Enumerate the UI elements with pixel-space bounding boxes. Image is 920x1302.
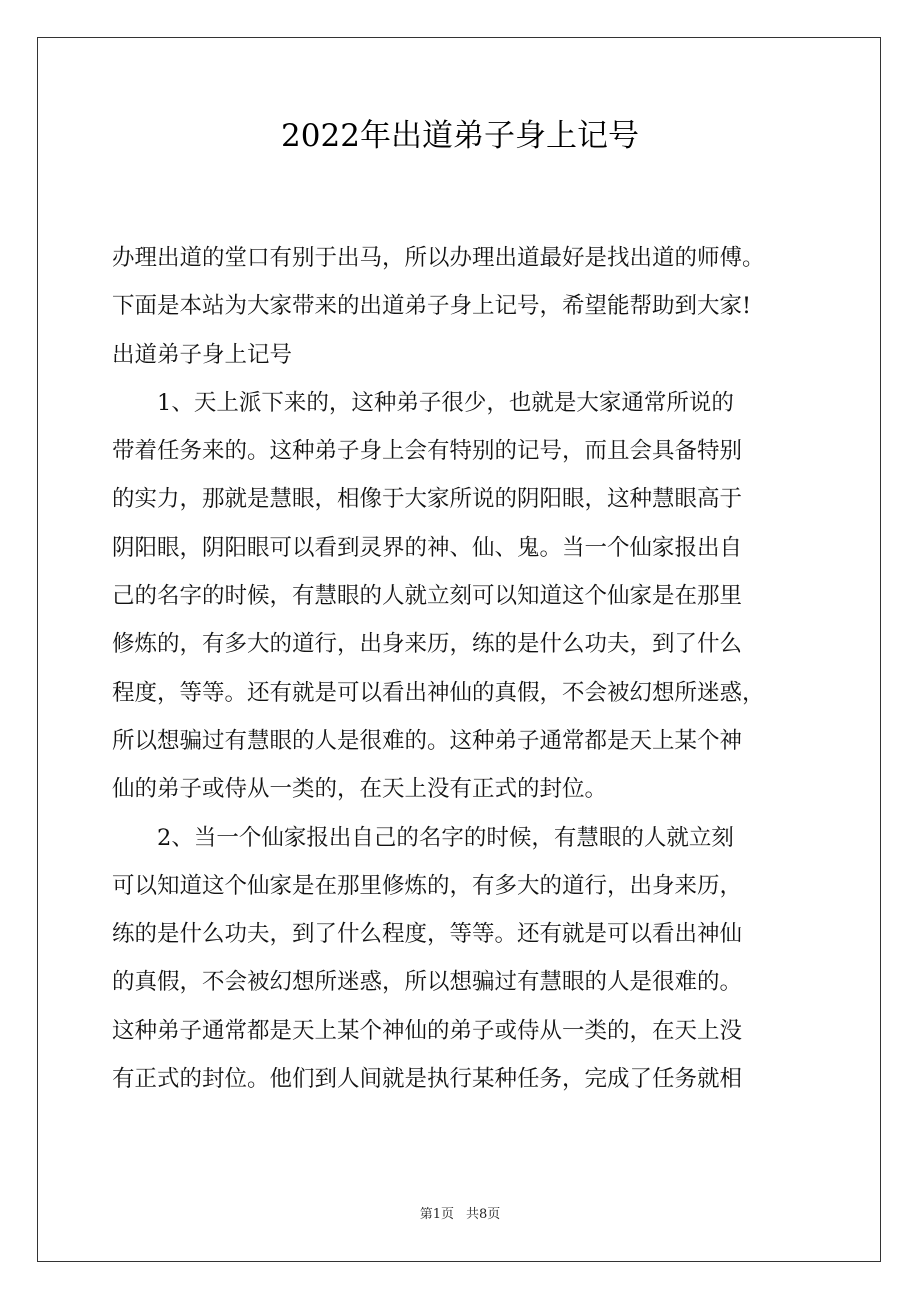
body-line: 所以想骗过有慧眼的人是很难的。这种弟子通常都是天上某个神 (112, 727, 743, 754)
body-line: 有正式的封位。他们到人间就是执行某种任务，完成了任务就相 (112, 1066, 743, 1093)
page-number-current: 第1页 (419, 1207, 454, 1222)
body-line: 仙的弟子或侍从一类的，在天上没有正式的封位。 (112, 776, 608, 803)
body-line: 带着任务来的。这种弟子身上会有特别的记号，而且会具备特别 (112, 438, 743, 465)
body-line: 这种弟子通常都是天上某个神仙的弟子或侍从一类的，在天上没 (112, 1017, 743, 1044)
body-line: 练的是什么功夫，到了什么程度，等等。还有就是可以看出神仙 (112, 921, 743, 948)
document-title: 2022年出道弟子身上记号 (281, 118, 639, 154)
body-line: 阴阳眼，阴阳眼可以看到灵界的神、仙、鬼。当一个仙家报出自 (112, 534, 743, 561)
body-line: 办理出道的堂口有别于出马，所以办理出道最好是找出道的师傅。 (112, 245, 765, 271)
body-line: 的实力，那就是慧眼，相像于大家所说的阴阳眼，这种慧眼高于 (112, 486, 743, 513)
body-line: 可以知道这个仙家是在那里修炼的，有多大的道行，出身来历， (112, 872, 743, 899)
body-line: 程度，等等。还有就是可以看出神仙的真假，不会被幻想所迷惑， (112, 679, 765, 706)
section-heading: 出道弟子身上记号 (112, 341, 293, 368)
body-line: 下面是本站为大家带来的出道弟子身上记号，希望能帮助到大家! (112, 293, 752, 320)
body-line: 的真假，不会被幻想所迷惑，所以想骗过有慧眼的人是很难的。 (112, 969, 743, 996)
body-line: 己的名字的时候，有慧眼的人就立刻可以知道这个仙家是在那里 (112, 583, 743, 610)
page-footer (0, 1203, 920, 1227)
paragraph-2-start: 2、当一个仙家报出自己的名字的时候，有慧眼的人就立刻 (157, 824, 734, 851)
body-line: 修炼的，有多大的道行，出身来历，练的是什么功夫，到了什么 (112, 631, 743, 658)
paragraph-1-start: 1、天上派下来的，这种弟子很少，也就是大家通常所说的 (157, 389, 734, 416)
document-body (112, 234, 812, 1103)
page-number-total: 共8页 (466, 1207, 501, 1222)
